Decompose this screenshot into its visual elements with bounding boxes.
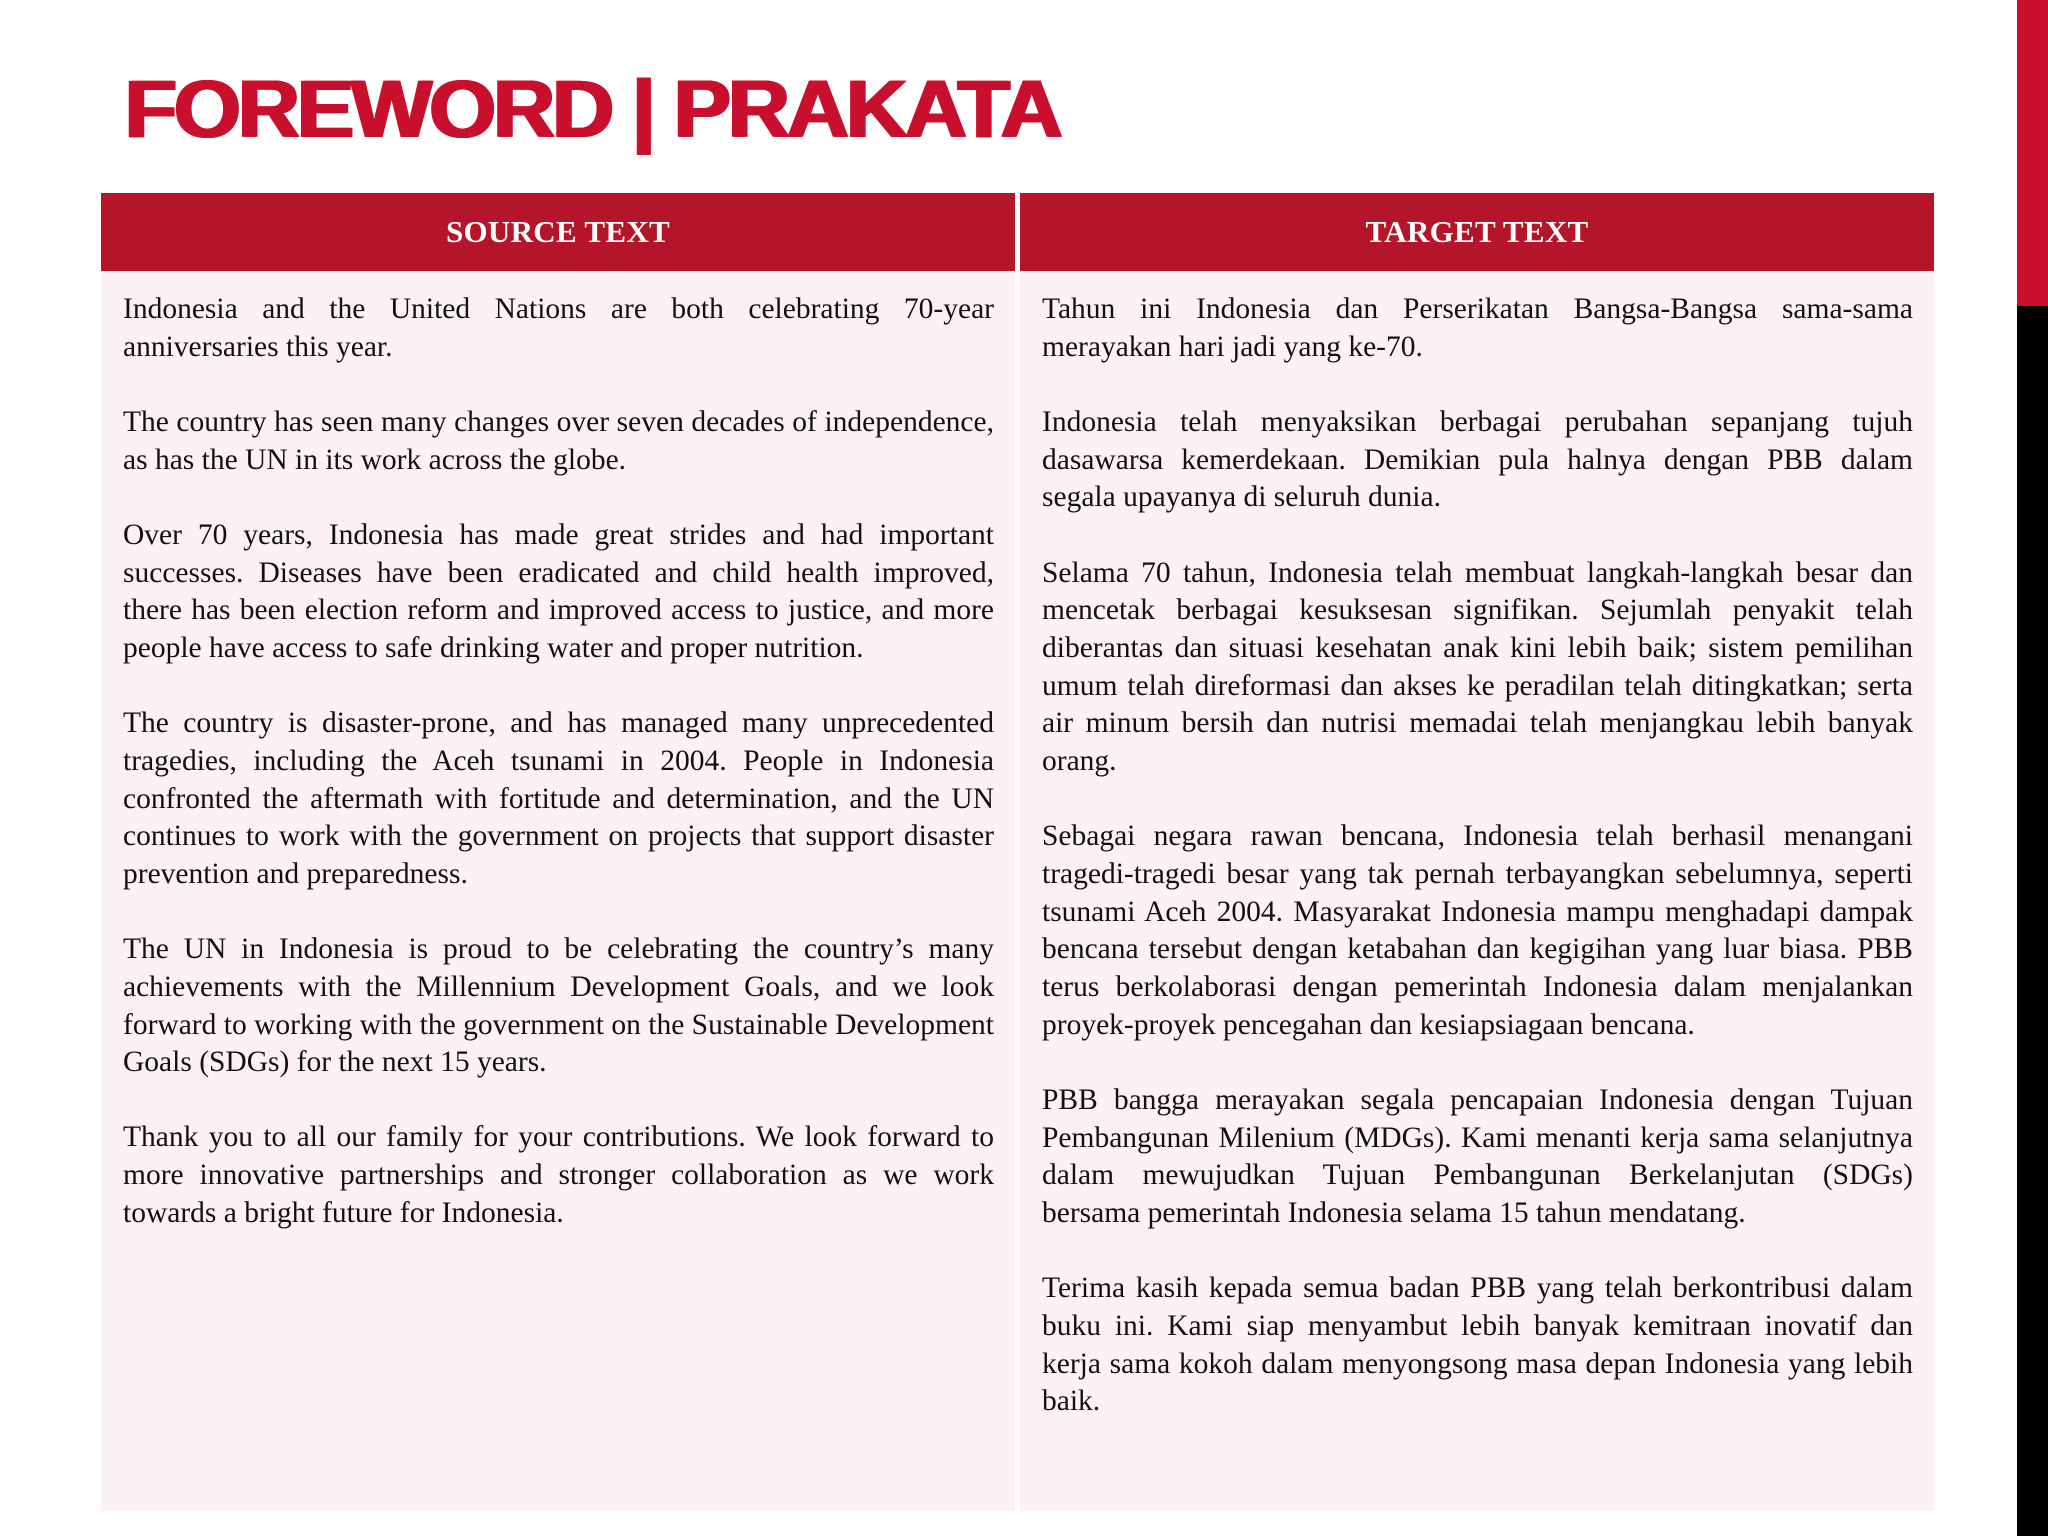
source-paragraph: Thank you to all our family for your contributions. We look forward to more innovative partnerships and stronger collaboration as we work towards a bright future for Indonesia. [123,1121,994,1229]
source-paragraph: Indonesia and the United Nations are both celebrating 70-year anniversaries this year. [123,293,994,363]
target-paragraph: PBB bangga merayakan segala pencapaian Indonesia dengan Tujuan Pembangunan Milenium (MDGs). Kami menanti kerja sama selanjutnya dalam mewujudkan Tujuan Pembangunan Berkelanjutan (SDGs) bersama pemerintah Indonesia selama 15 tahun mendatang. [1042,1083,1913,1230]
page-title: FOREWORD | PRAKATA [124,64,1060,155]
source-paragraph: The UN in Indonesia is proud to be celebrating the country’s many achievements with the Millennium Development Goals, and we look forward to working with the government on the Sustainable Development Goals (SDGs) for the next 15 years. [123,933,994,1079]
target-text-header: TARGET TEXT [1020,193,1934,271]
source-text-column [101,271,1015,1511]
target-paragraph: Terima kasih kepada semua badan PBB yang telah berkontribusi dalam buku ini. Kami siap menyambut lebih banyak kemitraan inovatif dan kerja sama kokoh dalam menyongsong masa depan Indonesia yang lebih baik. [1042,1272,1913,1418]
target-paragraph: Sebagai negara rawan bencana, Indonesia telah berhasil menangani tragedi-tragedi besar yang tak pernah terbayangkan sebelumnya, seperti tsunami Aceh 2004. Masyarakat Indonesia mampu menghadapi dampak bencana tersebut dengan ketabahan dan kegigihan yang luar biasa. PBB terus berkolaborasi dengan pemerintah Indonesia dalam menjalankan proyek-proyek pencegahan dan kesiapsiagaan bencana. [1042,820,1913,1041]
accent-bar-black [2017,306,2048,1536]
target-paragraph: Tahun ini Indonesia dan Perserikatan Bangsa-Bangsa sama-sama merayakan hari jadi yang ke-70. [1042,293,1913,363]
target-text-column [1020,271,1934,1511]
source-paragraph: Over 70 years, Indonesia has made great strides and had important successes. Diseases have been eradicated and child health improved, there has been election reform and improved access to justice, and more people have access to safe drinking water and proper nutrition. [123,518,994,664]
source-text-header: SOURCE TEXT [101,193,1015,271]
target-paragraph: Indonesia telah menyaksikan berbagai perubahan sepanjang tujuh dasawarsa kemerdekaan. Demikian pula halnya dengan PBB dalam segala upayanya di seluruh dunia. [1042,405,1913,514]
target-paragraph: Selama 70 tahun, Indonesia telah membuat langkah-langkah besar dan mencetak berbagai kesuksesan signifikan. Sejumlah penyakit telah diberantas dan situasi kesehatan anak kini lebih baik; sistem pemilihan umum telah direformasi dan akses ke peradilan telah ditingkatkan; serta air minum bersih dan nutrisi memadai telah menjangkau lebih banyak orang. [1042,556,1913,778]
translation-table [101,193,1934,1511]
source-paragraph: The country is disaster-prone, and has managed many unprecedented tragedies, including the Aceh tsunami in 2004. People in Indonesia confronted the aftermath with fortitude and determination, and the UN continues to work with the government on projects that support disaster prevention and preparedness. [123,707,994,890]
source-paragraph: The country has seen many changes over seven decades of independence, as has the UN in its work across the globe. [123,405,994,476]
accent-bar-red [2017,0,2048,306]
